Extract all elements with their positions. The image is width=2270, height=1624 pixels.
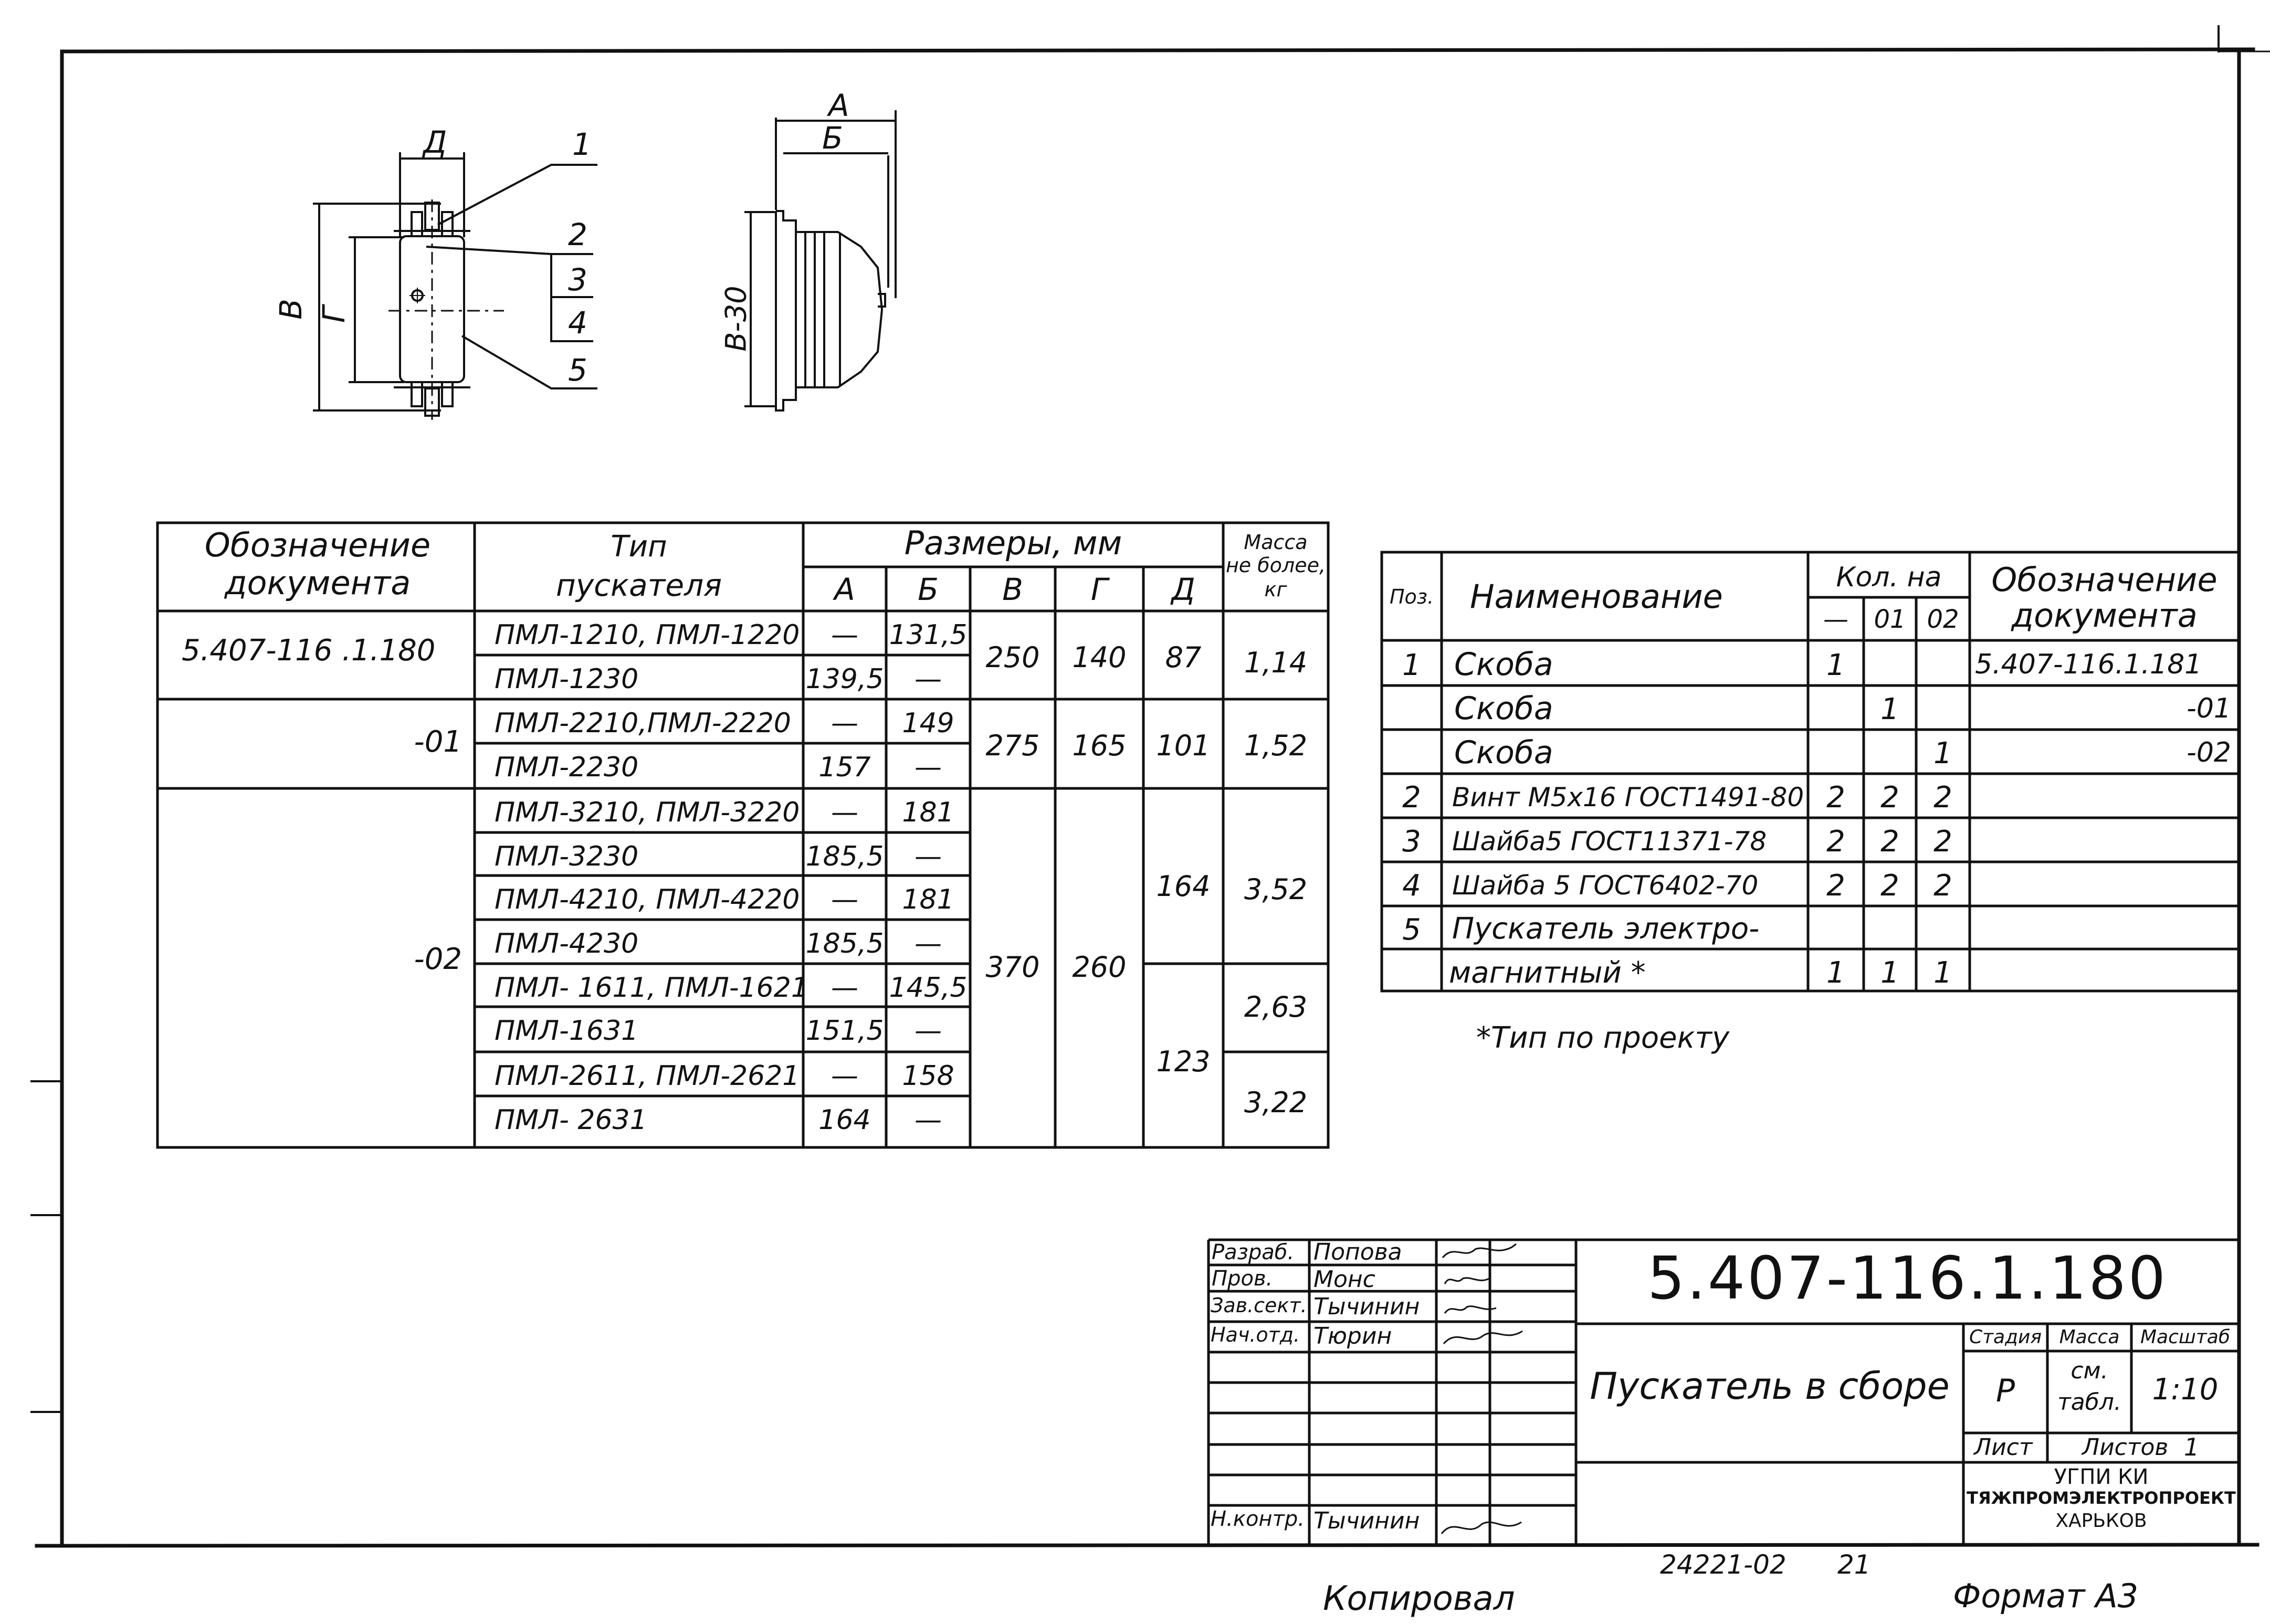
signatures — [1442, 1244, 1522, 1534]
format-label: Формат А3 — [1953, 1577, 2139, 1615]
spec-q1: 2 — [1880, 825, 1899, 859]
name-sector-head: Тычинин — [1313, 1293, 1420, 1320]
spec-q2: 2 — [1933, 869, 1952, 903]
spec-q0: 2 — [1826, 869, 1845, 903]
d-cell: 101 — [1156, 729, 1211, 762]
type-cell: ПМЛ-2230 — [495, 752, 639, 783]
type-cell: ПМЛ-1210, ПМЛ-1220 — [495, 619, 800, 651]
a-cell: — — [831, 708, 858, 739]
spec-name: Скоба — [1454, 646, 1553, 683]
name-checker: Монс — [1313, 1266, 1375, 1293]
sheets-label: Листов — [2082, 1434, 2169, 1461]
sheets-value: 1 — [2184, 1433, 2200, 1461]
dim-label-v: В — [272, 299, 309, 320]
a-cell: 139,5 — [805, 663, 884, 695]
g-cell: 260 — [1072, 951, 1127, 984]
spec-header-doc-line1: Обозначение — [1991, 561, 2218, 599]
spec-pos: 2 — [1402, 781, 1421, 815]
a-cell: 185,5 — [805, 841, 884, 872]
role-checker: Пров. — [1212, 1267, 1273, 1291]
spec-doc: -02 — [2187, 737, 2231, 768]
role-developer: Разраб. — [1212, 1240, 1295, 1264]
scale-value: 1:10 — [2152, 1373, 2219, 1407]
v-cell: 250 — [985, 641, 1040, 674]
spec-name: Скоба — [1454, 690, 1553, 727]
header-type-line1: Тип — [611, 530, 667, 564]
spec-q1: 2 — [1880, 781, 1899, 815]
b-cell: — — [915, 752, 942, 783]
spec-q0: 2 — [1826, 781, 1845, 815]
header-col-b: Б — [918, 572, 939, 607]
header-doc-line2: документа — [224, 564, 411, 602]
org-line2: ТЯЖПРОМЭЛЕКТРОПРОЕКТ — [1967, 1488, 2236, 1508]
spec-footnote: *Тип по проекту — [1476, 1021, 1730, 1055]
spec-header-qty-0: — — [1823, 605, 1848, 634]
spec-pos: 4 — [1402, 869, 1421, 903]
spec-q0: 2 — [1826, 825, 1845, 859]
type-cell: ПМЛ-2210,ПМЛ-2220 — [495, 708, 791, 739]
spec-q2: 1 — [1933, 956, 1952, 990]
b-cell: 131,5 — [889, 619, 968, 651]
type-cell: ПМЛ-3210, ПМЛ-3220 — [495, 797, 800, 828]
b-cell: 145,5 — [889, 972, 968, 1004]
document-number: 5.407-116.1.180 — [1647, 1245, 2168, 1313]
type-cell: ПМЛ-1631 — [495, 1015, 639, 1047]
header-col-g: Г — [1090, 572, 1108, 607]
header-col-a: А — [834, 572, 855, 607]
mass-cell: 3,22 — [1244, 1086, 1308, 1119]
dim-label-b: Б — [822, 120, 843, 156]
spec-name: Шайба5 ГОСТ11371-78 — [1452, 826, 1767, 857]
dim-label-g: Г — [316, 305, 352, 323]
dim-label-a: А — [828, 88, 849, 123]
header-sizes: Размеры, мм — [904, 524, 1122, 562]
spec-name: Скоба — [1454, 734, 1553, 771]
org-line3: ХАРЬКОВ — [2055, 1510, 2147, 1532]
g-cell: 165 — [1072, 729, 1127, 762]
d-cell: 87 — [1165, 641, 1202, 674]
spec-header-doc-line2: документа — [2011, 596, 2198, 635]
mass-value-line1: см. — [2071, 1357, 2108, 1384]
copied-by-label: Копировал — [1323, 1579, 1515, 1618]
stage-label: Стадия — [1969, 1326, 2042, 1348]
sheet-label: Лист — [1974, 1434, 2033, 1461]
mass-cell: 1,52 — [1244, 729, 1308, 762]
v-cell: 370 — [985, 951, 1040, 984]
name-dept-head: Тюрин — [1313, 1323, 1392, 1349]
header-mass-line3: кг — [1264, 578, 1287, 601]
a-cell: 185,5 — [805, 928, 884, 959]
spec-q2: 2 — [1933, 825, 1952, 859]
page-number: 21 — [1837, 1549, 1871, 1580]
g-cell: 140 — [1072, 641, 1127, 674]
b-cell: 181 — [902, 884, 954, 915]
b-cell: — — [915, 1104, 942, 1136]
doc-code-0: 5.407-116 .1.180 — [182, 634, 436, 668]
type-cell: ПМЛ- 1611, ПМЛ-1621 — [495, 972, 808, 1004]
d-cell: 164 — [1156, 870, 1211, 903]
header-mass-line2: не более, — [1225, 554, 1326, 577]
v-cell: 275 — [985, 729, 1040, 762]
header-col-v: В — [1002, 572, 1023, 607]
b-cell: 149 — [902, 708, 954, 739]
header-col-d: Д — [1171, 572, 1195, 607]
spec-doc: 5.407-116.1.181 — [1975, 649, 2202, 680]
spec-header-qty: Кол. на — [1836, 562, 1942, 593]
type-cell: ПМЛ- 2631 — [495, 1104, 647, 1136]
a-cell: — — [831, 1060, 858, 1092]
header-type-line2: пускателя — [555, 567, 722, 603]
type-cell: ПМЛ-4210, ПМЛ-4220 — [495, 884, 800, 915]
spec-name: Шайба 5 ГОСТ6402-70 — [1452, 870, 1759, 901]
mass-value-line2: табл. — [2057, 1389, 2121, 1416]
spec-name: Пускатель электро- — [1452, 912, 1760, 946]
front-view — [313, 152, 597, 420]
pos-label-1: 1 — [572, 126, 592, 162]
spec-q1: 1 — [1880, 692, 1899, 726]
name-developer: Попова — [1313, 1239, 1402, 1266]
b-cell: — — [915, 663, 942, 695]
a-cell: 157 — [818, 752, 871, 783]
spec-q1: 1 — [1880, 956, 1899, 990]
scale-label: Масштаб — [2140, 1326, 2231, 1348]
mass-cell: 1,14 — [1244, 646, 1308, 679]
spec-name: Винт М5х16 ГОСТ1491-80 — [1452, 782, 1804, 813]
b-cell: — — [915, 928, 942, 959]
dim-label-v30: В-30 — [719, 286, 753, 352]
spec-header-qty-1: 01 — [1874, 605, 1906, 634]
b-cell: 158 — [902, 1060, 954, 1092]
role-sector-head: Зав.сект. — [1211, 1294, 1307, 1317]
spec-q0: 1 — [1826, 956, 1845, 990]
spec-pos: 1 — [1402, 648, 1421, 682]
mass-cell: 3,52 — [1244, 873, 1308, 906]
pos-label-4: 4 — [568, 305, 587, 341]
pos-label-2: 2 — [568, 217, 587, 252]
spec-header-qty-2: 02 — [1927, 605, 1959, 634]
a-cell: — — [831, 619, 858, 651]
role-dept-head: Нач.отд. — [1211, 1323, 1300, 1346]
type-cell: ПМЛ-4230 — [495, 928, 639, 959]
a-cell: 151,5 — [805, 1015, 884, 1047]
pos-label-3: 3 — [568, 262, 587, 298]
header-mass-line1: Масса — [1244, 531, 1308, 554]
d-cell: 123 — [1156, 1045, 1211, 1078]
b-cell: — — [915, 1015, 942, 1047]
a-cell: — — [831, 972, 858, 1004]
b-cell: 181 — [902, 797, 954, 828]
mass-label: Масса — [2059, 1326, 2120, 1348]
a-cell: — — [831, 884, 858, 915]
type-cell: ПМЛ-2611, ПМЛ-2621 — [495, 1060, 800, 1092]
spec-q0: 1 — [1826, 648, 1845, 682]
pos-label-5: 5 — [568, 352, 587, 388]
spec-pos: 5 — [1402, 913, 1421, 947]
spec-name: магнитный * — [1449, 956, 1646, 990]
doc-code-2: -02 — [414, 942, 462, 976]
a-cell: 164 — [818, 1104, 871, 1136]
spec-q1: 2 — [1880, 869, 1899, 903]
document-title: Пускатель в сборе — [1590, 1365, 1950, 1408]
type-cell: ПМЛ-1230 — [495, 663, 639, 695]
spec-q2: 2 — [1933, 781, 1952, 815]
spec-q2: 1 — [1933, 736, 1952, 771]
stage-value: Р — [1995, 1373, 2015, 1409]
side-view — [744, 110, 896, 410]
mass-cell: 2,63 — [1244, 990, 1308, 1024]
type-cell: ПМЛ-3230 — [495, 841, 639, 872]
a-cell: — — [831, 797, 858, 828]
name-norm-control: Тычинин — [1313, 1507, 1420, 1534]
inventory-number: 24221-02 — [1660, 1549, 1786, 1580]
org-line1: УГПИ КИ — [2054, 1465, 2149, 1489]
dim-label-d: Д — [423, 124, 447, 160]
role-norm-control: Н.контр. — [1211, 1507, 1305, 1531]
spec-header-name: Наименование — [1470, 577, 1723, 616]
spec-doc: -01 — [2187, 693, 2231, 724]
spec-header-pos: Поз. — [1389, 585, 1434, 608]
b-cell: — — [915, 841, 942, 872]
spec-pos: 3 — [1402, 825, 1421, 859]
header-doc-line1: Обозначение — [204, 526, 431, 564]
doc-code-1: -01 — [414, 725, 462, 759]
